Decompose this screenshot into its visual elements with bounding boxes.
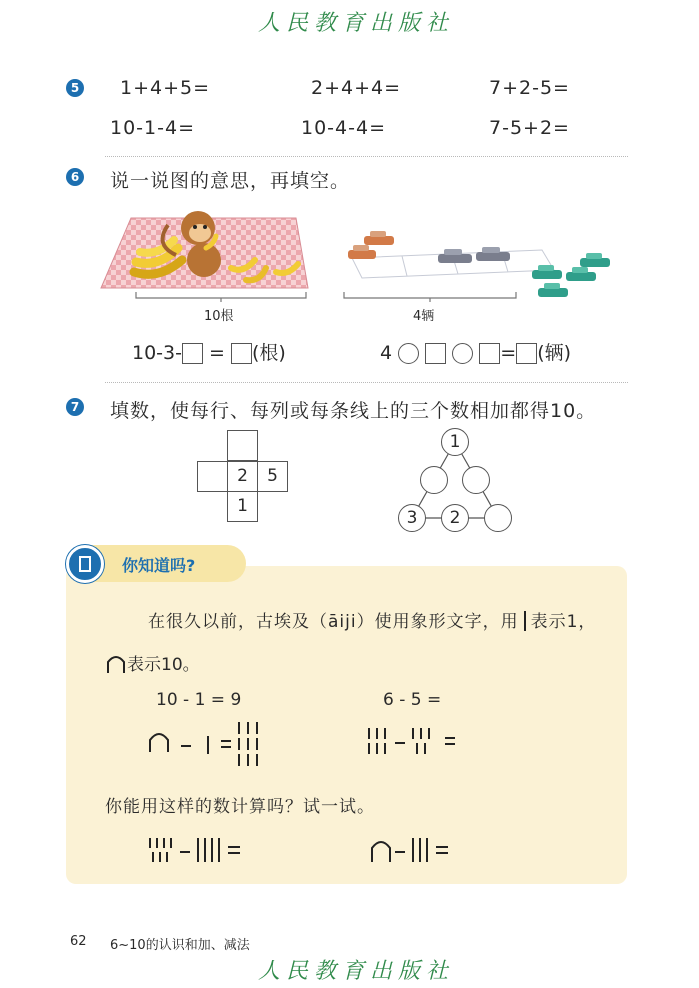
publisher-header: 人民教育出版社 [258,11,455,36]
unit-label: (辆) [537,342,572,364]
triangle-node-empty[interactable] [420,466,448,494]
publisher-footer: 人民教育出版社 [258,959,455,984]
equation: 1+4+5= [120,77,211,99]
triangle-node-empty[interactable] [484,504,512,532]
car-icon [566,267,596,281]
answer-box[interactable] [516,343,537,364]
equation: 2+4+4= [311,77,402,99]
book-icon [66,545,104,583]
chapter-title: 6~10的认识和加、减法 [110,938,250,953]
practice-hieroglyph-2 [368,834,458,868]
exercise-6-instruction: 说一说图的意思，再填空。 [110,170,351,192]
equation: 7+2-5= [489,77,570,99]
car-icon [348,245,376,259]
equals-sign: = [500,342,517,364]
triangle-node: 1 [441,428,469,456]
exercise-6-badge: 6 [66,168,84,186]
operator-circle[interactable] [398,343,419,364]
equation-text: 4 [380,342,393,364]
car-icon [438,249,472,263]
answer-box[interactable] [182,343,203,364]
grid-cell-empty[interactable] [227,430,258,461]
intro-text-2: 表示1， [530,612,597,632]
equals-sign: = [209,342,225,364]
left-bracket [134,290,308,304]
grid-cell: 5 [257,461,288,492]
monkey-banana-illustration [96,200,316,300]
grid-cell-empty[interactable] [197,461,228,492]
exercise-7-badge: 7 [66,398,84,416]
answer-box[interactable] [231,343,252,364]
exercise-5-badge: 5 [66,79,84,97]
cars-count-label: 4辆 [413,309,435,324]
example-equation-1: 10 - 1 = 9 [156,690,242,710]
intro-text: 在很久以前，古埃及（āiji）使用象形文字，用 [148,612,519,632]
ten-definition-text: 表示10。 [127,655,200,675]
grid-cell: 2 [227,461,258,492]
equation: 7-5+2= [489,117,570,139]
heel-ten-symbol [105,652,127,674]
stroke-one-symbol [524,611,526,631]
try-it-prompt: 你能用这样的数计算吗？试一试。 [105,797,375,817]
hieroglyph-equation-1 [145,718,270,770]
practice-hieroglyph-1 [146,834,246,868]
triangle-node-empty[interactable] [462,466,490,494]
example-equation-2: 6 - 5 = [383,690,442,710]
grid-cell: 1 [227,491,258,522]
equation: 10-1-4= [110,117,195,139]
ten-definition [105,650,200,675]
intro-paragraph [148,607,596,632]
car-icon [538,283,568,297]
equation-text: 10-3- [132,342,182,364]
answer-box[interactable] [479,343,500,364]
car-equation [380,338,571,365]
bananas-count-label: 10根 [204,309,234,324]
divider [105,156,628,157]
right-bracket [342,290,518,304]
divider [105,382,628,383]
car-icon [364,231,394,245]
car-icon [580,253,610,267]
equation: 10-4-4= [301,117,386,139]
unit-label: (根) [252,342,286,364]
car-icon [532,265,562,279]
triangle-node: 2 [441,504,469,532]
answer-box[interactable] [425,343,446,364]
operator-circle[interactable] [452,343,473,364]
exercise-7-instruction: 填数，使每行、每列或每条线上的三个数相加都得10。 [110,400,597,422]
page-number: 62 [70,934,87,949]
hieroglyph-equation-2 [365,726,465,758]
triangle-node: 3 [398,504,426,532]
banana-equation [132,338,286,365]
did-you-know-title: 你知道吗? [122,556,196,575]
car-icon [476,247,510,261]
